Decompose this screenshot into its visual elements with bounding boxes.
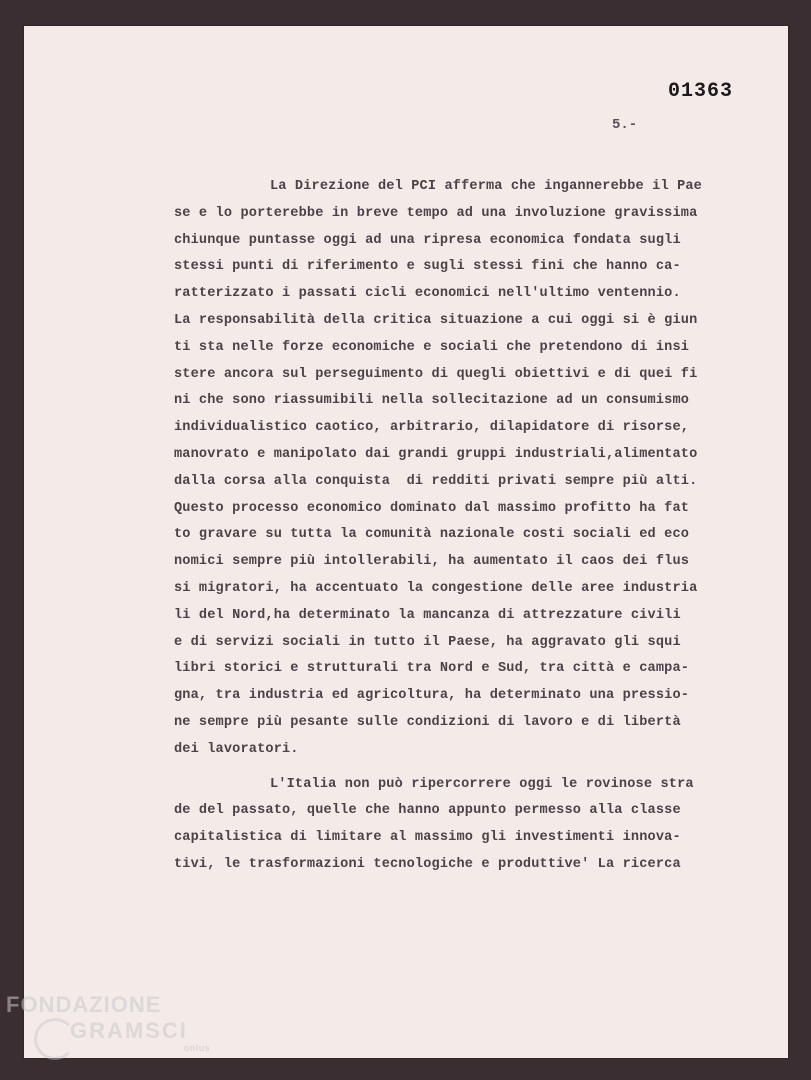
text-line: libri storici e strutturali tra Nord e Sud, tra città e campa- xyxy=(174,661,690,677)
text-line: ne sempre più pesante sulle condizioni di lavoro e di libertà xyxy=(174,714,681,730)
typed-text-block xyxy=(174,174,774,879)
watermark-line3: onlus xyxy=(184,1043,211,1053)
watermark xyxy=(6,994,211,1053)
text-line: ratterizzato i passati cicli economici nell'ultimo ventennio. xyxy=(174,286,681,302)
text-line: gna, tra industria ed agricoltura, ha determinato una pressio- xyxy=(174,688,690,704)
text-line: chiunque puntasse oggi ad una ripresa economica fondata sugli xyxy=(174,232,681,248)
text-line: stere ancora sul perseguimento di quegli obiettivi e di quei fi xyxy=(174,366,698,382)
text-line: nomici sempre più intollerabili, ha aumentato il caos dei flus xyxy=(174,554,690,570)
text-line: stessi punti di riferimento e sugli stessi fini che hanno ca- xyxy=(174,259,681,275)
text-line: individualistico caotico, arbitrario, dilapidatore di risorse, xyxy=(174,420,690,436)
text-line: to gravare su tutta la comunità nazionale costi sociali ed eco xyxy=(174,527,690,543)
watermark-line2: GRAMSCI xyxy=(70,1018,188,1043)
page-number: 5.- xyxy=(612,117,638,133)
text-line: L'Italia non può ripercorrere oggi le rovinose stra xyxy=(270,776,694,792)
archive-number: 01363 xyxy=(668,80,734,103)
text-line: e di servizi sociali in tutto il Paese, ha aggravato gli squi xyxy=(174,634,681,650)
text-line: dei lavoratori. xyxy=(174,741,299,757)
text-line: manovrato e manipolato dai grandi gruppi industriali,alimentato xyxy=(174,446,698,462)
text-line: Questo processo economico dominato dal massimo profitto ha fat xyxy=(174,500,690,516)
text-line: se e lo porterebbe in breve tempo ad una involuzione gravissima xyxy=(174,205,698,221)
watermark-line1: FONDAZIONE xyxy=(6,992,162,1017)
text-line: si migratori, ha accentuato la congestione delle aree industria xyxy=(174,580,698,596)
text-line: capitalistica di limitare al massimo gli investimenti innova- xyxy=(174,830,681,846)
text-line: tivi, le trasformazioni tecnologiche e produttive' La ricerca xyxy=(174,856,681,872)
text-line: La Direzione del PCI afferma che ingannerebbe il Pae xyxy=(270,179,702,194)
text-line: dalla corsa alla conquista di redditi privati sempre più alti. xyxy=(174,473,698,489)
text-line: ni che sono riassumibili nella sollecitazione ad un consumismo xyxy=(174,393,690,409)
text-line: ti sta nelle forze economiche e sociali che pretendono di insi xyxy=(174,339,690,355)
text-line: de del passato, quelle che hanno appunto permesso alla classe xyxy=(174,803,681,819)
text-line: li del Nord,ha determinato la mancanza di attrezzature civili xyxy=(174,607,681,623)
text-line: La responsabilità della critica situazione a cui oggi si è giun xyxy=(174,312,698,328)
